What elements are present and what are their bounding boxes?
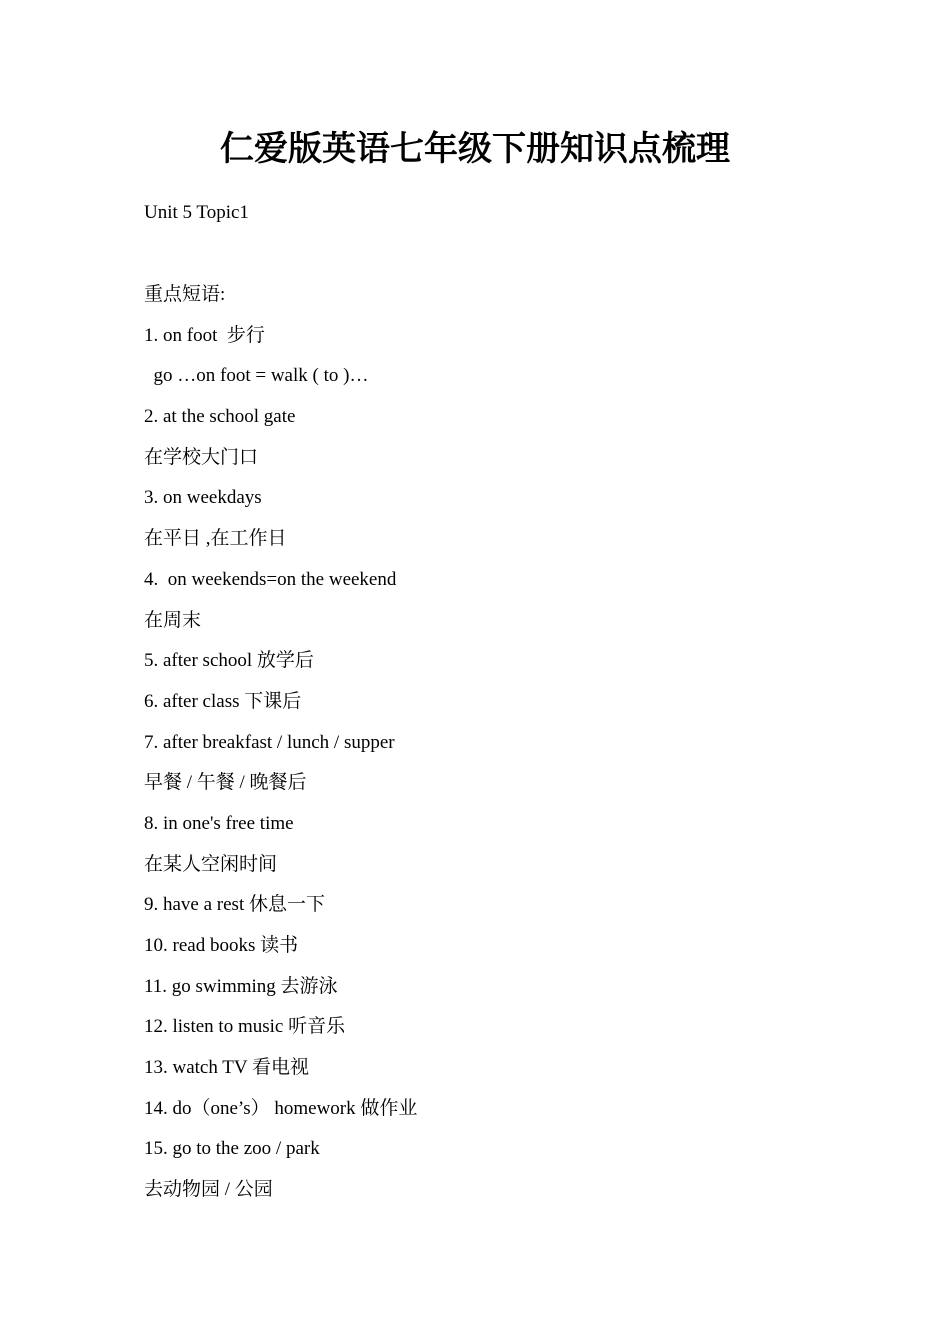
list-item: 去动物园 / 公园 bbox=[144, 1179, 273, 1201]
list-item: 在学校大门口 bbox=[144, 446, 259, 468]
list-item: 6. after class 下课后 bbox=[144, 690, 302, 712]
list-item: 9. have a rest 休息一下 bbox=[144, 894, 325, 916]
list-item: 8. in one's free time bbox=[144, 812, 294, 834]
list-item: 在平日 ,在工作日 bbox=[144, 528, 287, 550]
list-item: 早餐 / 午餐 / 晚餐后 bbox=[144, 772, 307, 794]
list-item: 11. go swimming 去游泳 bbox=[144, 975, 338, 997]
list-item: 2. at the school gate bbox=[144, 406, 296, 428]
document-title: 仁爱版英语七年级下册知识点梳理 bbox=[220, 129, 730, 169]
list-item: 在周末 bbox=[144, 609, 202, 631]
list-item: 14. do（one’s） homework 做作业 bbox=[144, 1097, 418, 1119]
list-item: 4. on weekends=on the weekend bbox=[144, 568, 397, 590]
list-item: 13. watch TV 看电视 bbox=[144, 1057, 310, 1079]
list-item: 1. on foot 步行 bbox=[144, 324, 265, 346]
list-item: 3. on weekdays bbox=[144, 487, 262, 509]
section-heading: Unit 5 Topic1 bbox=[144, 202, 249, 223]
list-item: 在某人空闲时间 bbox=[144, 853, 278, 875]
list-item: go …on foot = walk ( to )… bbox=[144, 365, 369, 387]
list-item: 15. go to the zoo / park bbox=[144, 1138, 320, 1160]
list-item: 7. after breakfast / lunch / supper bbox=[144, 731, 395, 753]
list-item: 5. after school 放学后 bbox=[144, 650, 314, 672]
list-item: 10. read books 读书 bbox=[144, 935, 299, 956]
phrase-list bbox=[144, 282, 417, 1218]
section-label: 重点短语: bbox=[144, 284, 226, 305]
list-item: 12. listen to music 听音乐 bbox=[144, 1016, 346, 1038]
